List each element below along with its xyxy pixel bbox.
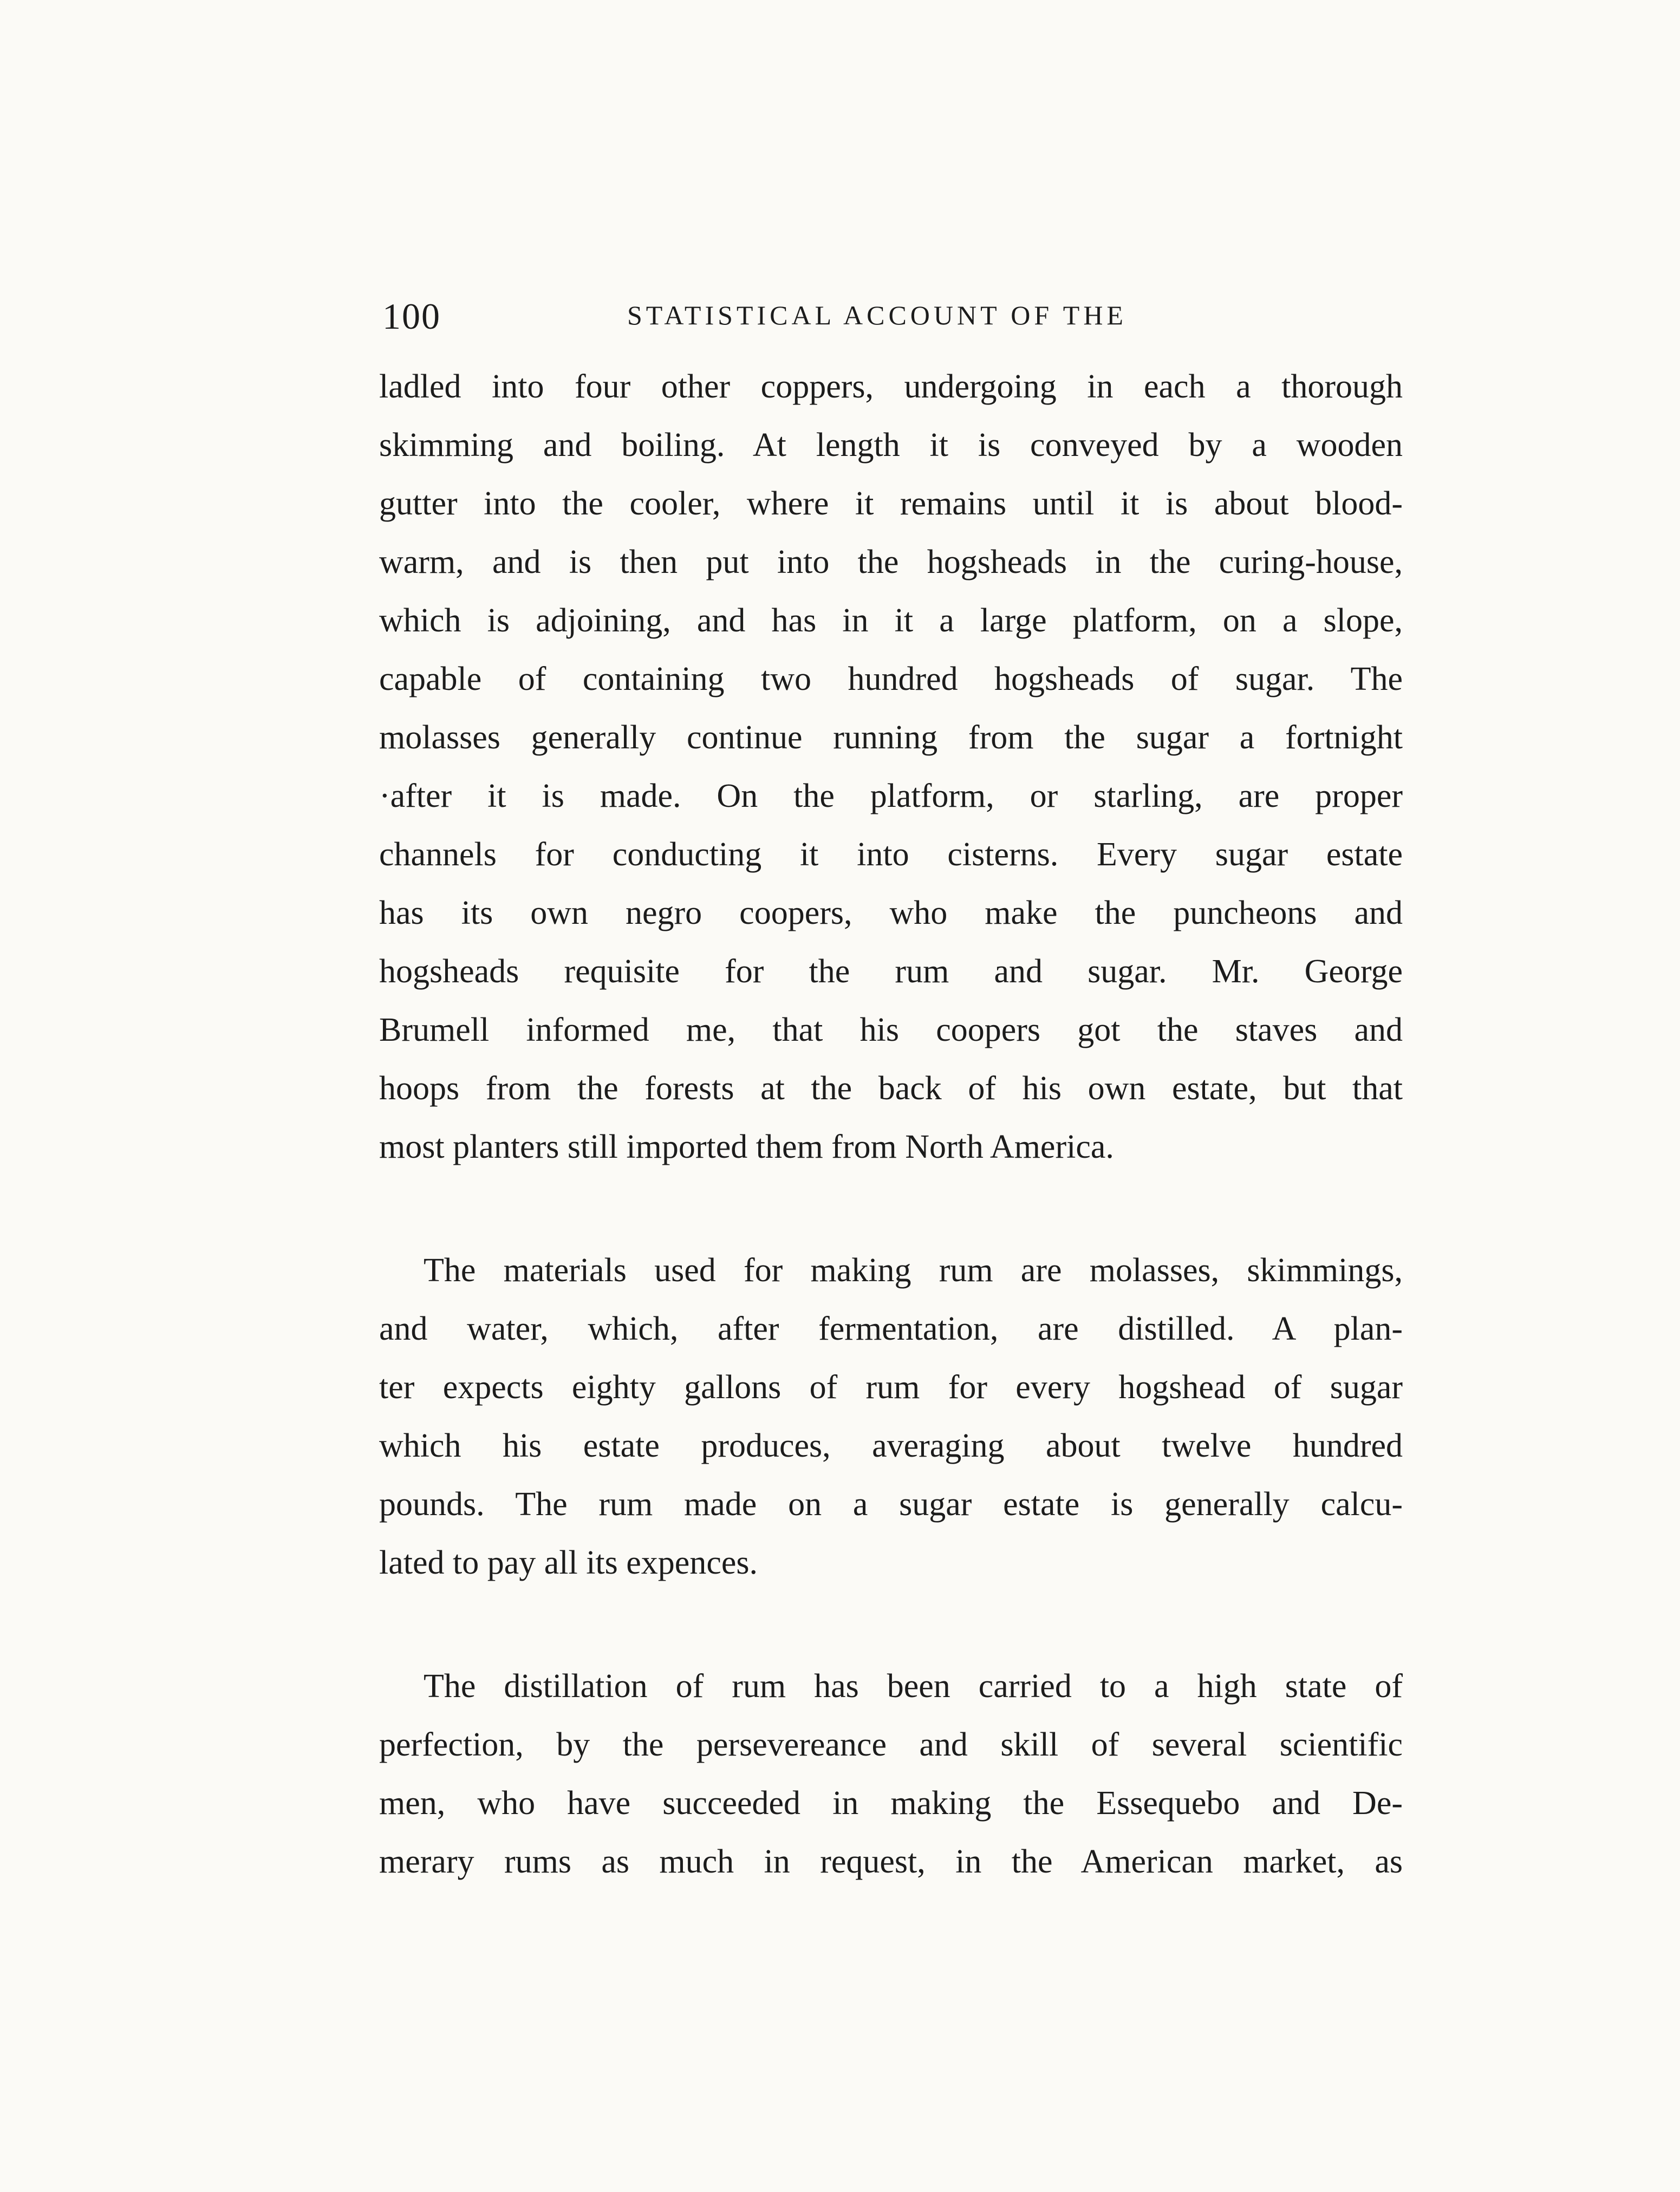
text-line: lated to pay all its expences. — [379, 1544, 758, 1581]
page-number: 100 — [382, 296, 441, 337]
text-line: and water, which, after fermentation, are distilled. A plan- — [379, 1310, 1403, 1347]
text-line: men, who have succeeded in making the Essequebo and De- — [379, 1785, 1403, 1822]
text-line: skimming and boiling. At length it is conveyed by a wooden — [379, 427, 1403, 464]
paragraph-gap — [379, 1592, 1403, 1657]
text-line: molasses generally continue running from the sugar a fortnight — [379, 719, 1403, 756]
running-title: STATISTICAL ACCOUNT OF THE — [627, 300, 1127, 330]
text-line: channels for conducting it into cisterns. Every sugar estate — [379, 836, 1403, 873]
text-line: which is adjoining, and has in it a large platform, on a slope, — [379, 602, 1403, 639]
text-line: ·after it is made. On the platform, or starling, are proper — [379, 778, 1403, 814]
text-line: capable of containing two hundred hogsheads of sugar. The — [379, 661, 1403, 697]
text-line: The materials used for making rum are molasses, skimmings, — [424, 1252, 1403, 1289]
text-line: ter expects eighty gallons of rum for every hogshead of sugar — [379, 1369, 1403, 1406]
text-line: hoops from the forests at the back of his own estate, but that — [379, 1070, 1403, 1107]
text-line: has its own negro coopers, who make the puncheons and — [379, 895, 1403, 931]
text-line: Brumell informed me, that his coopers got the staves and — [379, 1012, 1403, 1048]
text-line: merary rums as much in request, in the American market, as — [379, 1843, 1403, 1880]
text-line: pounds. The rum made on a sugar estate is generally calcu- — [379, 1486, 1403, 1523]
paragraph-gap — [379, 1176, 1403, 1241]
text-line: perfection, by the persevereance and skill of several scientific — [379, 1726, 1403, 1763]
text-line: gutter into the cooler, where it remains until it is about blood- — [379, 485, 1403, 522]
text-line: ladled into four other coppers, undergoing in each a thorough — [379, 368, 1403, 405]
paragraph-rum-materials — [379, 1241, 1403, 1592]
body-text — [379, 357, 1403, 1891]
page-header — [382, 295, 1401, 355]
text-line: which his estate produces, averaging about twelve hundred — [379, 1427, 1403, 1464]
paragraph-coppers-and-curing — [379, 357, 1403, 1176]
text-line: most planters still imported them from North America. — [379, 1128, 1114, 1165]
text-line: hogsheads requisite for the rum and sugar. Mr. George — [379, 953, 1403, 990]
text-line: The distillation of rum has been carried to a high state of — [424, 1668, 1403, 1705]
text-line: warm, and is then put into the hogsheads in the curing-house, — [379, 544, 1403, 580]
paragraph-rum-distillation — [379, 1657, 1403, 1891]
